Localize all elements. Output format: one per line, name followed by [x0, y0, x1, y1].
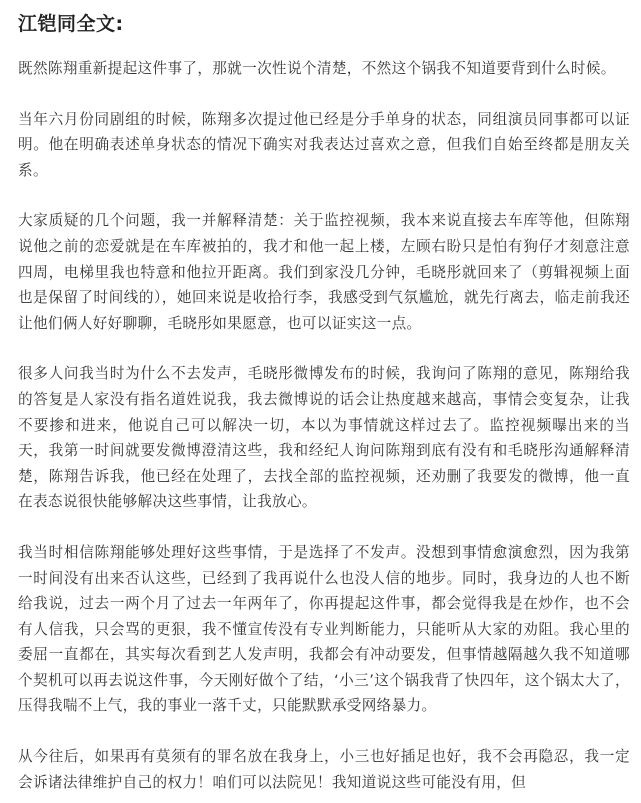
- paragraph-1: 既然陈翔重新提起这件事了，那就一次性说个清楚，不然这个锅我不知道要背到什么时候。: [18, 60, 616, 77]
- article-title: 江铠同全文:: [18, 13, 124, 35]
- paragraph-4: 很多人问我当时为什么不去发声，毛晓彤微博发布的时候，我询问了陈翔的意见，陈翔给我的答复是人家没有指名道姓说我，我去微博说的话会让热度越来越高，事情会变复杂，让我不要掺和进来，他说自己可以解决一切，本以为事情就这样过去了。监控视频曝出来的当天，我第一时间就要发微博澄清这些，我和经纪人询问陈翔到底有没有和毛晓彤沟通解释清楚，陈翔告诉我，他已经在处理了，去找全部的监控视频，还劝删了我要发的微博，他一直在表态说很快能够解决这些事情，让我放心。: [18, 365, 630, 511]
- paragraph-2: 当年六月份同剧组的时候，陈翔多次提过他已经是分手单身的状态，同组演员同事都可以证明。他在明确表述单身状态的情况下确实对我表达过喜欢之意，但我们自始至终都是朋友关系。: [18, 110, 630, 179]
- paragraph-6: 从今往后，如果再有莫须有的罪名放在我身上，小三也好插足也好，我不会再隐忍，我一定会诉诸法律维护自己的权力！咱们可以法院见！我知道说这些可能没有用，但: [18, 748, 630, 791]
- paragraph-3: 大家质疑的几个问题，我一并解释清楚：关于监控视频，我本来说直接去车库等他，但陈翔说他之前的恋爱就是在车库被拍的，我才和他一起上楼，左顾右盼只是怕有狗仔才刻意注意四周，电梯里我也特意和他拉开距离。我们到家没几分钟，毛晓彤就回来了（剪辑视频上面也是保留了时间线的），她回来说是收拾行李，我感受到气氛尴尬，就先行离去，临走前我还让他们俩人好好聊聊，毛晓彤如果愿意，也可以证实这一点。: [18, 212, 630, 332]
- paragraph-5: 我当时相信陈翔能够处理好这些事情，于是选择了不发声。没想到事情愈演愈烈，因为我第一时间没有出来否认这些，已经到了我再说什么也没人信的地步。同时，我身边的人也不断给我说，过去一两个月了过去一年两年了，你再提起这件事，都会觉得我是在炒作，也不会有人信我，只会骂的更狠，我不懂宣传没有专业判断能力，只能听从大家的劝阻。我心里的委屈一直都在，其实每次看到艺人发声明，我都会有冲动要发，但事情越隔越久我不知道哪个契机可以再去说这件事，今天刚好做个了结，‘小三’这个锅我背了快四年，这个锅太大了，压得我喘不上气，我的事业一落千丈，只能默默承受网络暴力。: [18, 543, 630, 715]
- article-body: [18, 0, 630, 795]
